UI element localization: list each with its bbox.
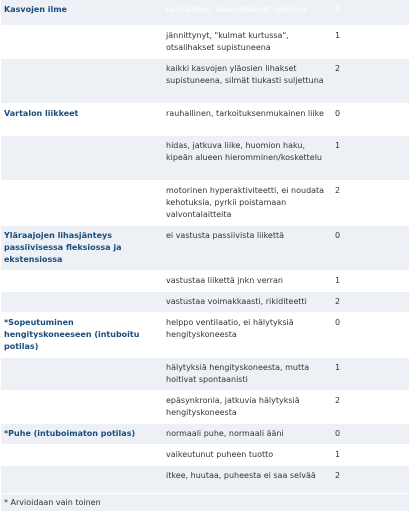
description-cell: hälytyksiä hengityskoneesta, mutta hoitivat spontaanisti bbox=[163, 357, 329, 390]
category-cell bbox=[1, 58, 163, 103]
category-cell bbox=[1, 135, 163, 180]
table-row bbox=[1, 423, 409, 444]
score-cell: 1 bbox=[329, 25, 409, 58]
score-cell: 1 bbox=[329, 357, 409, 390]
category-cell bbox=[1, 180, 163, 225]
table-row bbox=[1, 291, 409, 312]
score-cell: 0 bbox=[329, 423, 409, 444]
description-cell: helppo ventilaatio, ei hälytyksiä hengityskoneesta bbox=[163, 312, 329, 357]
table-row bbox=[1, 225, 409, 270]
table-row bbox=[1, 357, 409, 390]
table-row bbox=[1, 103, 409, 135]
category-cell: *Sopeutuminen hengityskoneeseen (intuboitu potilas) bbox=[1, 312, 163, 357]
score-cell: 1 bbox=[329, 444, 409, 465]
category-cell bbox=[1, 444, 163, 465]
table-row bbox=[1, 180, 409, 225]
table-row bbox=[1, 312, 409, 357]
category-cell: Yläraajojen lihasjänteys passiivisessa fleksiossa ja ekstensiossa bbox=[1, 225, 163, 270]
description-cell: hidas, jatkuva liike, huomion haku, kipeän alueen hieromminen/koskettelu bbox=[163, 135, 329, 180]
description-cell: vaikeutunut puheen tuotto bbox=[163, 444, 329, 465]
table-row bbox=[1, 58, 409, 103]
score-cell: 0 bbox=[329, 0, 409, 25]
footnote: * Arvioidaan vain toinen bbox=[1, 494, 409, 511]
category-cell bbox=[1, 357, 163, 390]
description-cell: jännittynyt, "kulmat kurtussa", otsalihakset supistuneena bbox=[163, 25, 329, 58]
table-row bbox=[1, 444, 409, 465]
category-cell bbox=[1, 465, 163, 493]
score-cell: 0 bbox=[329, 103, 409, 135]
description-cell: ei vastusta passiivista liikettä bbox=[163, 225, 329, 270]
score-cell: 2 bbox=[329, 390, 409, 423]
score-cell: 0 bbox=[329, 225, 409, 270]
description-cell: motorinen hyperaktiviteetti, ei noudata kehotuksia, pyrkii poistamaan valvontalaitteita bbox=[163, 180, 329, 225]
description-cell: epäsynkronia, jatkuvia hälytyksiä hengityskoneesta bbox=[163, 390, 329, 423]
table-row bbox=[1, 270, 409, 291]
description-cell: vastustaa liikettä jnkn verran bbox=[163, 270, 329, 291]
description-cell: vastustaa voimakkaasti, rikiditeetti bbox=[163, 291, 329, 312]
table-row bbox=[1, 25, 409, 58]
score-cell: 2 bbox=[329, 465, 409, 493]
table-row bbox=[1, 465, 409, 493]
description-cell: kaikki kasvojen yläosien lihakset supistuneena, silmät tiukasti suljettuna bbox=[163, 58, 329, 103]
description-cell: itkee, huutaa, puheesta ei saa selvää bbox=[163, 465, 329, 493]
category-cell: Kasvojen ilme bbox=[1, 0, 163, 25]
table-row bbox=[1, 390, 409, 423]
score-cell: 1 bbox=[329, 270, 409, 291]
score-cell: 2 bbox=[329, 291, 409, 312]
category-cell bbox=[1, 25, 163, 58]
category-cell bbox=[1, 390, 163, 423]
score-cell: 1 bbox=[329, 135, 409, 180]
table-row bbox=[1, 135, 409, 180]
pain-scale-table bbox=[1, 0, 409, 494]
category-cell bbox=[1, 291, 163, 312]
category-cell: *Puhe (intuboimaton potilas) bbox=[1, 423, 163, 444]
score-cell: 2 bbox=[329, 180, 409, 225]
description-cell: normaali puhe, normaali ääni bbox=[163, 423, 329, 444]
score-cell: 2 bbox=[329, 58, 409, 103]
table-row bbox=[1, 0, 409, 25]
category-cell: Vartalon liikkeet bbox=[1, 103, 163, 135]
score-cell: 0 bbox=[329, 312, 409, 357]
description-cell: rauhallinen, tarkoituksenmukainen liike bbox=[163, 103, 329, 135]
category-cell bbox=[1, 270, 163, 291]
description-cell: rauhallinen, kasvolihakset rentoina bbox=[163, 0, 329, 25]
